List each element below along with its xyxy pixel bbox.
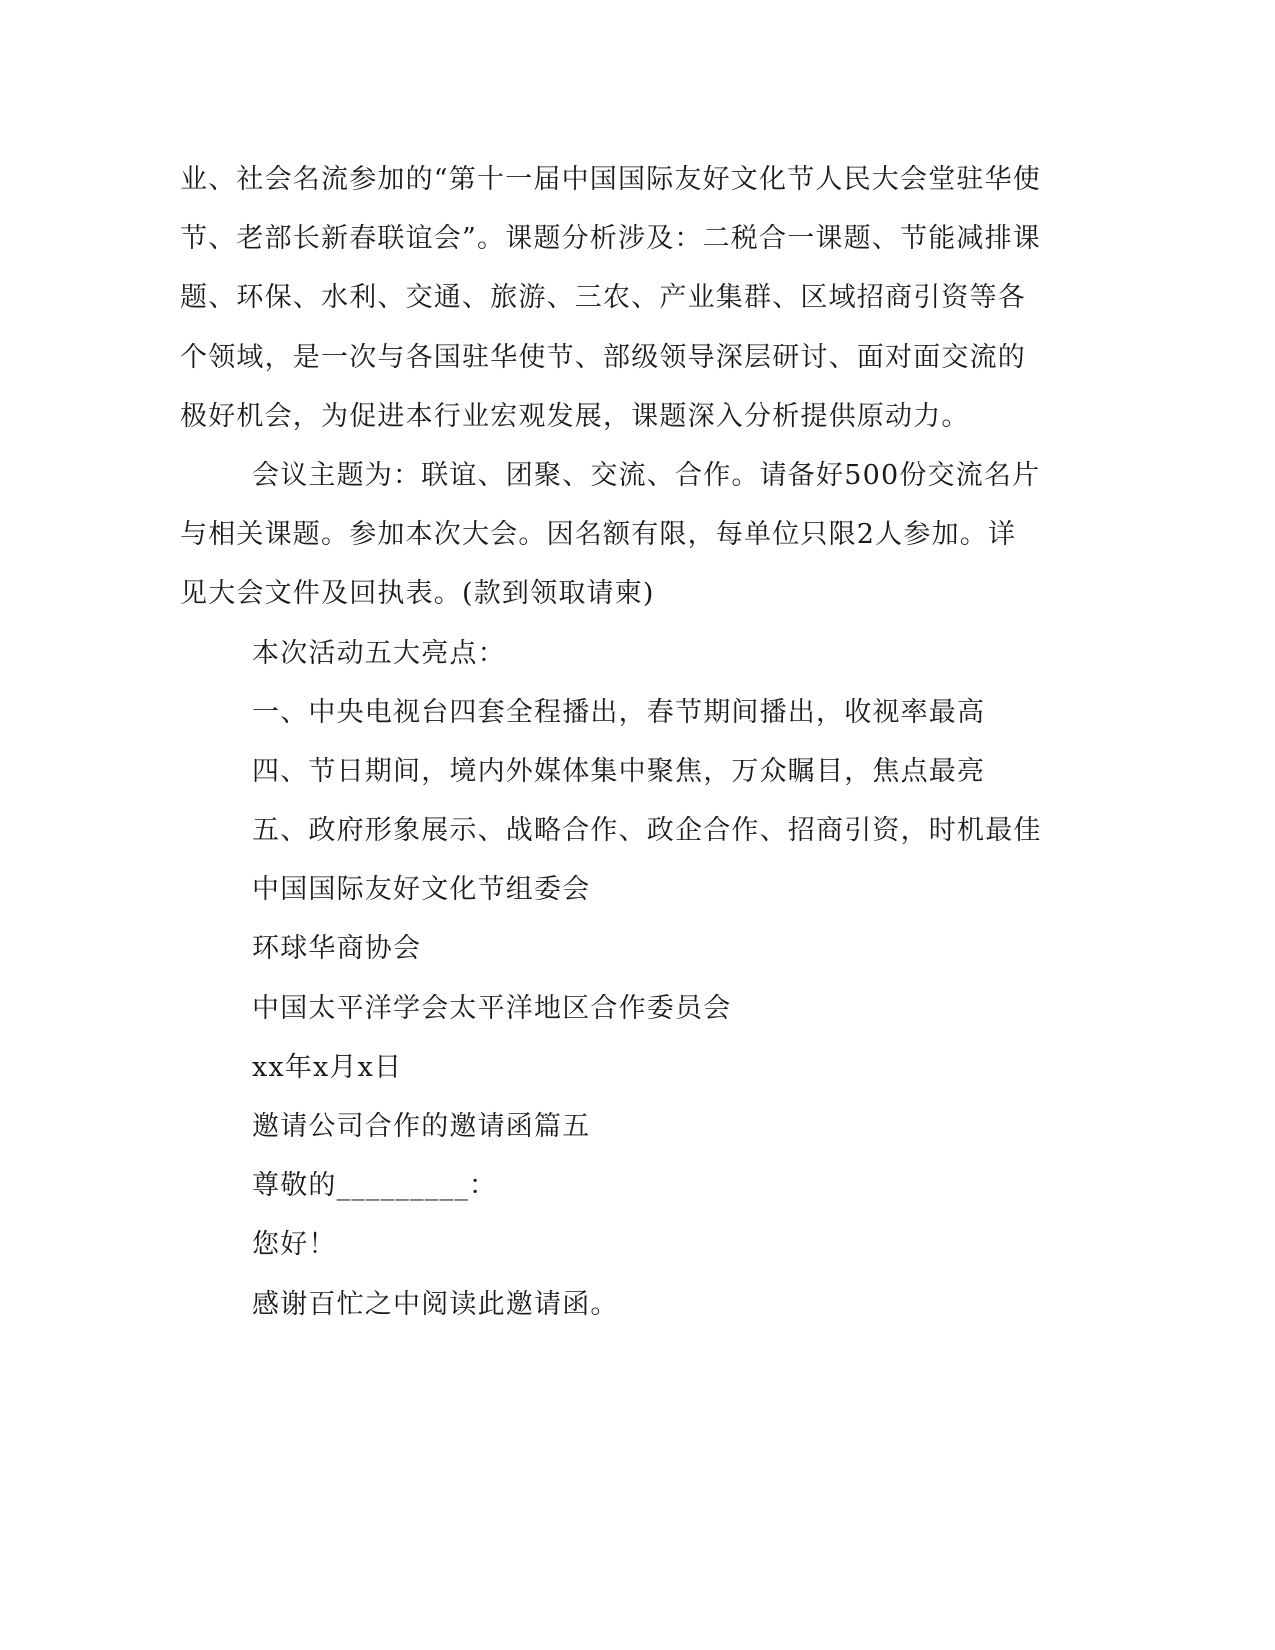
- text-line: 感谢百忙之中阅读此邀请函。: [252, 1288, 619, 1320]
- text-line: xx年x月x日: [252, 1051, 403, 1083]
- text-line: 见大会文件及回执表。(款到领取请柬): [180, 578, 655, 610]
- text-line: 业、社会名流参加的“第十一届中国国际友好文化节人民大会堂驻华使: [180, 164, 1042, 195]
- text-line: 本次活动五大亮点：: [252, 637, 506, 669]
- text-line: 节、老部长新春联谊会”。课题分析涉及：二税合一课题、节能减排课: [180, 223, 1042, 255]
- text-line: 与相关课题。参加本次大会。因名额有限，每单位只限2人参加。详: [180, 519, 1017, 551]
- text-line: 五、政府形象展示、战略合作、政企合作、招商引资，时机最佳: [252, 815, 1042, 847]
- text-line: 邀请公司合作的邀请函篇五: [252, 1111, 591, 1142]
- text-line: 您好！: [252, 1229, 337, 1261]
- text-line: 个领域，是一次与各国驻华使节、部级领导深层研讨、面对面交流的: [180, 341, 1026, 373]
- text-line: 题、环保、水利、交通、旅游、三农、产业集群、区域招商引资等各: [180, 282, 1026, 314]
- text-line: 一、中央电视台四套全程播出，春节期间播出，收视率最高: [252, 696, 986, 728]
- text-line: 极好机会，为促进本行业宏观发展，课题深入分析提供原动力。: [180, 400, 970, 432]
- text-line: 四、节日期间，境内外媒体集中聚焦，万众瞩目，焦点最亮: [252, 755, 986, 787]
- text-line: 会议主题为：联谊、团聚、交流、合作。请备好500份交流名片: [252, 459, 1041, 491]
- text-line: 环球华商协会: [252, 933, 422, 965]
- text-line: 中国国际友好文化节组委会: [252, 874, 591, 906]
- text-line: 中国太平洋学会太平洋地区合作委员会: [252, 992, 732, 1024]
- text-line: 尊敬的_________：: [252, 1170, 498, 1202]
- document-page: [180, 150, 1040, 1334]
